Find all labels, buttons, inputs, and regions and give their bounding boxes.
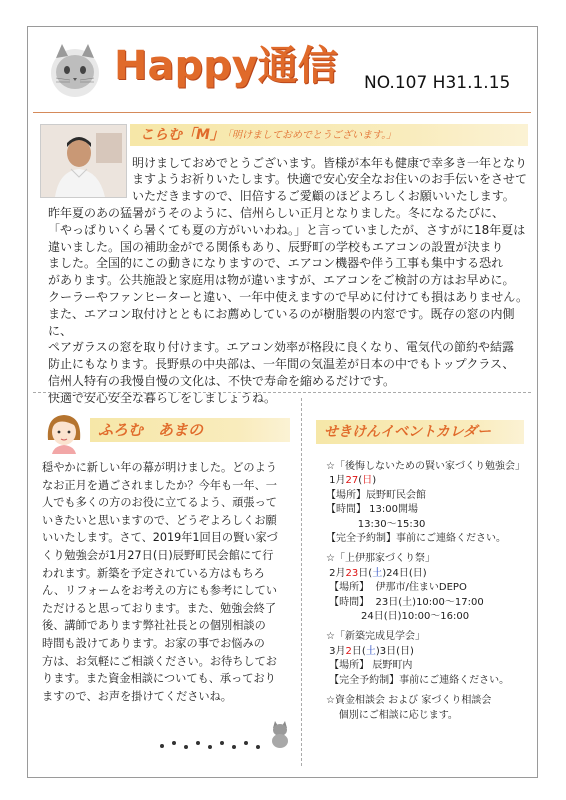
column-body bbox=[48, 205, 530, 407]
event-calendar-heading: せきけんイベントカレダー bbox=[324, 424, 492, 440]
event-date-text: 日( bbox=[358, 567, 373, 579]
column-body-line: 防止にもなります。長野県の中央部は、一年間の気温差が日本の中でもトップクラス、 bbox=[48, 357, 515, 372]
column-heading: こらむ「M」 bbox=[140, 127, 224, 143]
event-date-text: ) bbox=[372, 475, 377, 487]
column-subheading: 「明けましておめでとうございます。」 bbox=[222, 130, 397, 141]
column-body-line: 「やっぱりいくら暑くても夏の方がいいわね。」と言っていましたが、さすがに18年夏は bbox=[48, 222, 526, 237]
event-item bbox=[326, 552, 531, 624]
forum-line: ん、リフォームをお考えの方にも参考にしてい bbox=[42, 584, 278, 598]
forum-line: くり勉強会が1月27日(日)辰野町民会館にて行 bbox=[42, 548, 274, 562]
forum-line: 時間も設けてあります。お家の事でお悩みの bbox=[42, 636, 265, 650]
event-title: ☆資金相談会 および 家づくり相談会 bbox=[326, 695, 492, 707]
event-date-day: 27 bbox=[345, 475, 359, 487]
column-intro-line: いただきますので、旧倍するご愛顧のほどよろしくお願いいたします。 bbox=[132, 188, 515, 203]
event-detail: 【時間】 23日(土)10:00～17:00 bbox=[326, 596, 484, 608]
paw-prints-icon bbox=[158, 738, 268, 752]
column-body-line: 違いました。国の補助金がでる関係もあり、辰野町の学校もエアコンの設置が決まり bbox=[48, 239, 504, 254]
event-date-text: 日( bbox=[351, 645, 366, 657]
event-item bbox=[326, 630, 531, 688]
column-body-line: ました。全国的にこの動きになりますので、エアコン機器や伴う工事も集中する恐れ bbox=[48, 256, 504, 271]
event-date-text: )24日(日) bbox=[382, 567, 427, 579]
cat-illustration-icon bbox=[44, 40, 106, 102]
event-item bbox=[326, 694, 531, 723]
event-date-weekday: 土 bbox=[372, 567, 383, 579]
event-detail: 【場所】辰野町民会館 bbox=[326, 489, 426, 501]
event-date bbox=[326, 474, 531, 488]
header-divider bbox=[33, 112, 531, 113]
event-detail: 【完全予約制】事前にご連絡ください。 bbox=[326, 674, 510, 686]
event-item bbox=[326, 460, 531, 546]
column-body-line: 快適で安心安全な暮らしをしましょうね。 bbox=[48, 390, 277, 405]
event-date-text: ( bbox=[358, 475, 363, 487]
column-body-line: ペアガラスの窓を取り付けます。エアコン効率が格段に良くなり、電気代の節約や結露 bbox=[48, 340, 514, 355]
event-title: ☆「上伊那家づくり祭」 bbox=[326, 553, 435, 565]
column-divider bbox=[301, 398, 302, 766]
event-date-month: 3月 bbox=[326, 645, 346, 657]
forum-line: なお正月を過ごされましたか？今年も一年、一 bbox=[42, 478, 277, 492]
event-list bbox=[326, 460, 531, 729]
event-date-weekday: 土 bbox=[365, 645, 376, 657]
forum-line: 穏やかに新しい年の幕が明けました。どのよう bbox=[42, 461, 277, 474]
event-date bbox=[326, 567, 531, 581]
event-date-day: 2 bbox=[345, 645, 352, 657]
event-title: ☆「新築完成見学会」 bbox=[326, 631, 425, 643]
column-intro bbox=[132, 155, 528, 204]
forum-line: ますので、お声を掛けてくださいね。 bbox=[42, 689, 232, 703]
forum-heading: ふろむ あまの bbox=[98, 421, 204, 439]
event-detail: 【時間】 13:00開場 bbox=[326, 504, 418, 516]
author-photo bbox=[40, 124, 127, 198]
forum-line: 人でも多くの方のお役に立てるよう、頑張って bbox=[42, 496, 277, 510]
column-body-line: 昨年夏のあの猛暑がうそのように、信州らしい正月となりました。冬になるたびに、 bbox=[48, 206, 505, 220]
forum-line: ります。また資金相談についても、承っており bbox=[42, 672, 276, 686]
issue-number-date: NO.107 H31.1.15 bbox=[364, 73, 511, 93]
column-body-line: 信州人特有の我慢自慢の文化は、不快で寿命を縮めるだけです。 bbox=[48, 373, 396, 388]
forum-line: 後、講師であります弊社社長との個別相談の bbox=[42, 619, 266, 633]
person-photo-icon bbox=[41, 125, 126, 197]
event-date-day: 23 bbox=[345, 567, 359, 579]
event-date bbox=[326, 645, 531, 659]
forum-line: いいたします。さて、2019年1回目の賢い家づ bbox=[42, 531, 278, 545]
newsletter-title: Happy通信 bbox=[114, 43, 338, 89]
event-detail: 13:30～15:30 bbox=[326, 518, 426, 530]
forum-line: ただけると思っております。また、勉強会終了 bbox=[42, 601, 277, 615]
small-cat-icon bbox=[268, 718, 292, 748]
column-intro-line: ますようお祈りいたします。快適で安心安全なお住いのお手伝いをさせて bbox=[132, 172, 528, 187]
column-body-line: があります。公共施設と家庭用は物が違いますが、エアコンをご検討の方はお早めに。 bbox=[48, 273, 515, 288]
event-detail: 個別にご相談に応じます。 bbox=[326, 709, 458, 721]
event-date-month: 2月 bbox=[326, 567, 346, 579]
event-date-weekday: 日 bbox=[362, 475, 373, 487]
column-body-line: クーラーやファンヒーターと違い、一年中使えますので早めに付けても損はありません。 bbox=[48, 289, 529, 304]
event-date-text: )3日(日) bbox=[375, 645, 414, 657]
event-detail: 【場所】 伊那市/住まいDEPO bbox=[326, 582, 467, 594]
event-detail: 【完全予約制】事前にご連絡ください。 bbox=[326, 533, 506, 545]
forum-line: 方は、お気軽にご相談ください。お待ちしてお bbox=[42, 654, 277, 668]
column-body-line: また、エアコン取付けとともにお薦めしているのが樹脂製の内窓です。既存の窓の内側に、 bbox=[48, 306, 515, 338]
forum-body bbox=[42, 459, 294, 705]
column-intro-line: 明けましておめでとうございます。皆様が本年も健康で幸多き一年となり bbox=[132, 156, 528, 170]
girl-illustration-icon bbox=[42, 410, 86, 454]
event-detail: 24日(日)10:00～16:00 bbox=[326, 611, 470, 623]
forum-line: いきたいと思いますので、どうぞよろしくお願 bbox=[42, 513, 277, 527]
forum-line: われます。新築を予定されている方はもちろ bbox=[42, 566, 265, 580]
section-divider bbox=[33, 392, 531, 393]
event-detail: 【場所】 辰野町内 bbox=[326, 660, 413, 672]
event-title: ☆「後悔しないための賢い家づくり勉強会」 bbox=[326, 461, 525, 472]
event-date-month: 1月 bbox=[326, 475, 346, 487]
